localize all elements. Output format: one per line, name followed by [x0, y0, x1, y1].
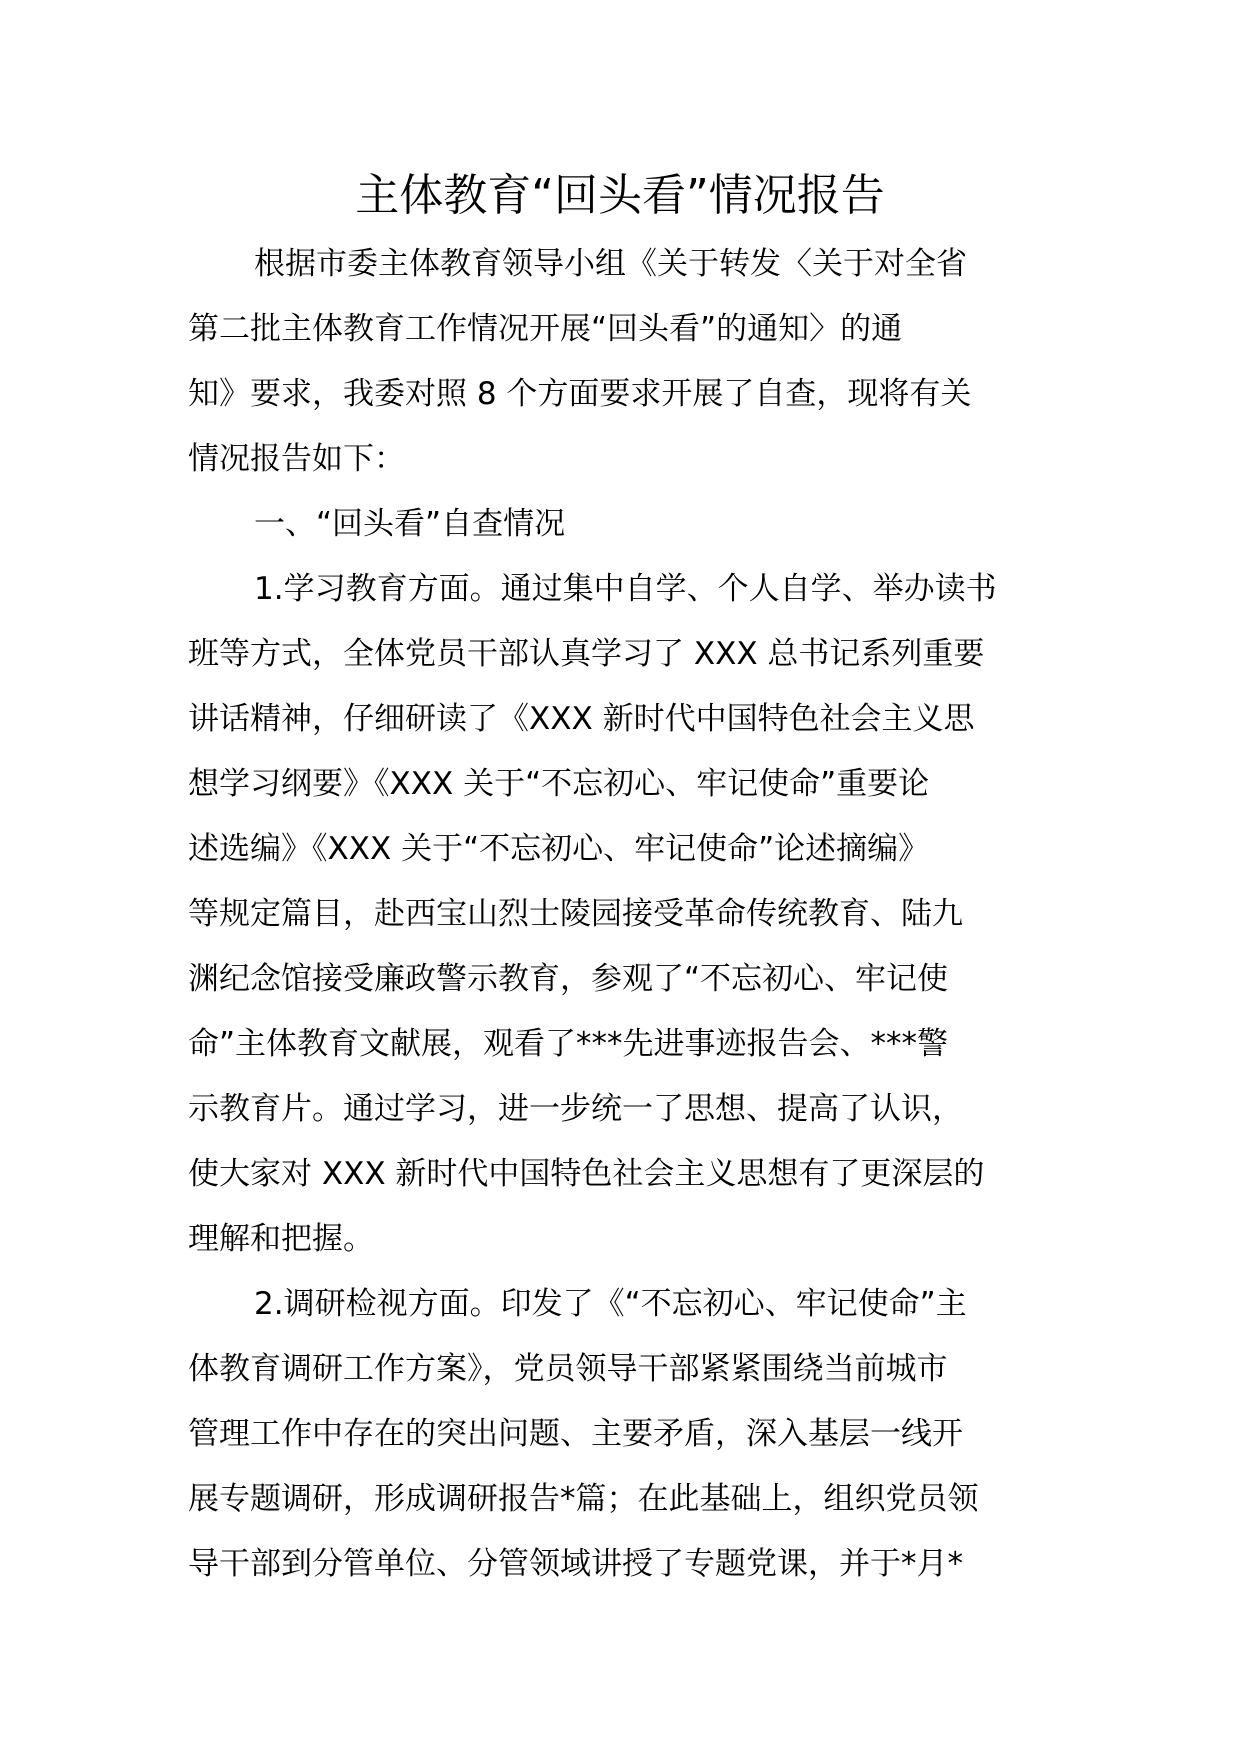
document-title: 主体教育“回头看”情况报告 [355, 170, 885, 221]
section-heading: 一、“回头看”自查情况 [254, 506, 566, 542]
paragraph-line: 等规定篇目，赴西宝山烈士陵园接受革命传统教育、陆九 [188, 896, 963, 932]
paragraph-line: 渊纪念馆接受廉政警示教育，参观了“不忘初心、牢记使 [188, 961, 949, 997]
paragraph-line: 导干部到分管单位、分管领域讲授了专题党课，并于*月* [188, 1546, 963, 1582]
paragraph-line: 理解和把握。 [188, 1221, 374, 1257]
paragraph-line: 情况报告如下： [188, 441, 405, 477]
paragraph-line: 想学习纲要》《XXX 关于“不忘初心、牢记使命”重要论 [188, 766, 930, 802]
paragraph-line: 示教育片。通过学习，进一步统一了思想、提高了认识， [188, 1091, 963, 1127]
paragraph-line: 2.调研检视方面。印发了《“不忘初心、牢记使命”主 [254, 1286, 967, 1322]
paragraph-line: 述选编》《XXX 关于“不忘初心、牢记使命”论述摘编》 [188, 831, 930, 867]
document-body [188, 232, 1058, 1597]
paragraph-line: 命”主体教育文献展，观看了***先进事迹报告会、***警 [188, 1026, 949, 1062]
paragraph-line: 管理工作中存在的突出问题、主要矛盾，深入基层一线开 [188, 1416, 963, 1452]
paragraph-line: 体教育调研工作方案》，党员领导干部紧紧围绕当前城市 [188, 1351, 948, 1387]
paragraph-line: 知》要求，我委对照 8 个方面要求开展了自查，现将有关 [188, 376, 972, 412]
paragraph-line: 第二批主体教育工作情况开展“回头看”的通知〉的通 [188, 311, 903, 347]
paragraph-line: 展专题调研，形成调研报告*篇；在此基础上，组织党员领 [188, 1481, 979, 1517]
paragraph-line: 根据市委主体教育领导小组《关于转发〈关于对全省 [254, 246, 967, 282]
paragraph-line: 1.学习教育方面。通过集中自学、个人自学、举办读书 [254, 571, 997, 607]
paragraph-line: 使大家对 XXX 新时代中国特色社会主义思想有了更深层的 [188, 1156, 985, 1192]
paragraph-line: 讲话精神，仔细研读了《XXX 新时代中国特色社会主义思 [188, 701, 975, 737]
paragraph-line: 班等方式，全体党员干部认真学习了 XXX 总书记系列重要 [188, 636, 985, 672]
